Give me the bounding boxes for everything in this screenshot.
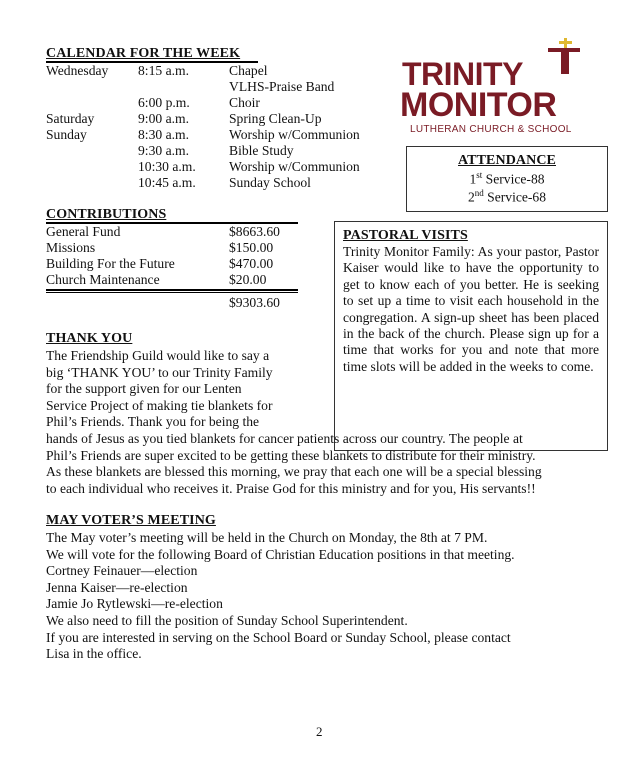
calendar-event: Bible Study [229,143,294,158]
contributions-total: $9303.60 [229,295,280,310]
contributions-total-rule [46,289,298,291]
calendar-heading: CALENDAR FOR THE WEEK [46,46,241,61]
calendar-day: Wednesday [46,63,109,78]
thankyou-line: big ‘THANK YOU’ to our Trinity Family [46,364,273,380]
voters-line: We will vote for the following Board of Christian Education positions in that meeting. [46,546,515,562]
calendar-event: Worship w/Communion [229,127,360,142]
voters-line: We also need to fill the position of Sunday School Superintendent. [46,613,408,628]
contribution-amount: $470.00 [229,256,274,271]
calendar-event: Spring Clean-Up [229,111,322,126]
thankyou-line: Phil’s Friends are super excited to be getting these blankets to distribute for their ministry. [46,447,536,463]
contribution-amount: $150.00 [229,240,274,255]
contribution-label: General Fund [46,224,121,239]
logo-line-2: MONITOR [400,86,557,124]
attendance-service-1: 1st Service-88 [469,170,545,187]
contribution-label: Church Maintenance [46,272,160,287]
logo-tagline: LUTHERAN CHURCH & SCHOOL [410,124,572,135]
calendar-day: Sunday [46,127,87,142]
contribution-label: Building For the Future [46,256,175,271]
voters-line: Jenna Kaiser—re-election [46,579,188,595]
calendar-event: Sunday School [229,175,311,190]
calendar-event: Choir [229,95,260,110]
attendance-heading: ATTENDANCE [458,153,556,168]
voters-line: Cortney Feinauer—election [46,563,198,579]
thankyou-line: As these blankets are blessed this morning, we pray that each one will be a special blessing [46,464,542,480]
contribution-amount: $20.00 [229,272,267,287]
calendar-time: 10:30 a.m. [138,159,196,174]
thankyou-line: Phil’s Friends. Thank you for being the [46,414,260,430]
calendar-time: 8:30 a.m. [138,127,189,142]
voters-line: If you are interested in serving on the School Board or Sunday School, please contact [46,629,511,645]
pastoral-visits-box [334,221,608,451]
voters-line: Lisa in the office. [46,646,142,662]
calendar-time: 9:00 a.m. [138,111,189,126]
page-number: 2 [316,724,323,739]
contribution-amount: $8663.60 [229,224,280,239]
thankyou-line: hands of Jesus as you tied blankets for cancer patients across our country. The people at [46,431,523,446]
contributions-heading: CONTRIBUTIONS [46,207,167,222]
calendar-event: Chapel [229,63,268,78]
voters-heading: MAY VOTER’S MEETING [46,513,216,528]
voters-line: Jamie Jo Rytlewski—re-election [46,596,223,612]
thankyou-line: Service Project of making tie blankets for [46,397,273,413]
thankyou-line: The Friendship Guild would like to say a [46,348,270,363]
attendance-box [406,146,608,212]
voters-line: The May voter’s meeting will be held in the Church on Monday, the 8th at 7 PM. [46,530,488,545]
contributions-total-rule-2 [46,292,298,293]
pastoral-visits-heading: PASTORAL VISITS [343,228,468,243]
pastoral-visits-body: Trinity Monitor Family: As your pastor, Pastor Kaiser would like to have the opportunity to get to know each of you better. He is seeking to set up a time to visit each household in the congregation. A sign-up sheet has been placed in the back of the church. Please sign up for a time that works for you and note that more time slots will be added in the weeks to come. [343,244,599,374]
calendar-time: 6:00 p.m. [138,95,190,110]
calendar-day: Saturday [46,111,95,126]
attendance-service-2: 2nd Service-68 [467,188,547,205]
logo-line-1: TRINITY [402,56,523,92]
thankyou-heading: THANK YOU [46,331,133,346]
calendar-event: Worship w/Communion [229,159,360,174]
thankyou-line: for the support given for our Lenten [46,381,242,397]
thankyou-line: to each individual who receives it. Praise God for this ministry and for you, His servants!! [46,480,536,496]
calendar-time: 8:15 a.m. [138,63,189,78]
calendar-event: VLHS-Praise Band [229,79,335,94]
calendar-time: 9:30 a.m. [138,143,189,158]
contribution-label: Missions [46,240,96,255]
calendar-time: 10:45 a.m. [138,175,196,190]
cross-icon [544,32,584,74]
